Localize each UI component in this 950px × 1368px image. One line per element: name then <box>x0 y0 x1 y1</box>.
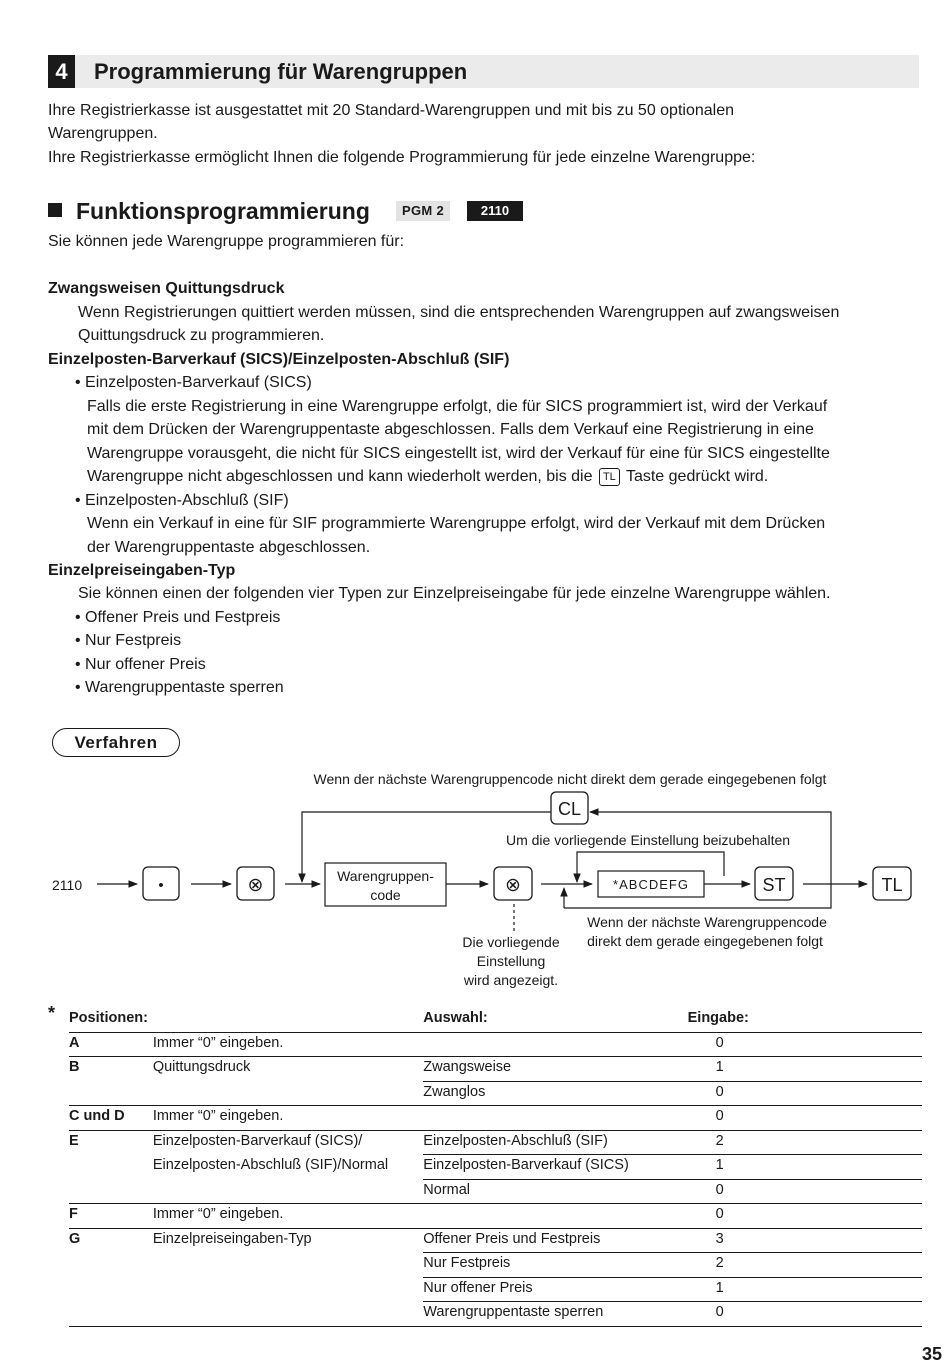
row-sel: Offener Preis und Festpreis <box>423 1228 687 1253</box>
block2-line-4a: Warengruppe nicht abgeschlossen und kann wiederholt werden, bis die <box>87 468 593 485</box>
block2-title: Einzelposten-Barverkauf (SICS)/Einzelposten-Abschluß (SIF) <box>48 351 510 368</box>
row-sel: Nur Festpreis <box>423 1253 687 1278</box>
block2-line-4 <box>87 465 768 489</box>
procedure-diagram <box>0 760 950 1000</box>
row-key: A <box>69 1032 153 1057</box>
multiply-key-1-label: ⊗ <box>247 875 264 896</box>
table-row <box>69 1204 922 1229</box>
header-positions: Positionen: <box>69 1007 423 1032</box>
block3-item-3: • Nur offener Preis <box>75 656 206 673</box>
table-row <box>69 1155 922 1180</box>
block3-item-1: • Offener Preis und Festpreis <box>75 609 281 626</box>
table-row <box>69 1253 922 1278</box>
subsection-heading <box>48 196 370 226</box>
note-next-line-1: Wenn der nächste Warengruppencode <box>587 914 827 930</box>
block2-line-2: mit dem Drücken der Warengruppentaste abgeschlossen. Falls dem Verkauf eine Registrierung in eine <box>87 421 814 438</box>
block3-title: Einzelpreiseingaben-Typ <box>48 562 236 579</box>
tl-key-label: TL <box>881 875 903 895</box>
note-top: Wenn der nächste Warengruppencode nicht direkt dem gerade eingegebenen folgt <box>313 771 827 787</box>
table-row <box>69 1032 922 1057</box>
row-key <box>69 1253 153 1278</box>
group-code-box-line-2: code <box>370 887 401 903</box>
row-desc: Einzelposten-Barverkauf (SICS)/ <box>153 1130 423 1155</box>
block2-line-6: der Warengruppentaste abgeschlossen. <box>87 539 371 556</box>
multiply-key-2-label: ⊗ <box>505 875 521 896</box>
block2-line-4b: Taste gedrückt wird. <box>625 468 769 485</box>
row-val: 0 <box>688 1204 922 1229</box>
row-key: F <box>69 1204 153 1229</box>
block3-line-1: Sie können einen der folgenden vier Typen zur Einzelpreiseingabe für jede einzelne Warengruppe wählen. <box>78 585 831 602</box>
row-sel: Einzelposten-Barverkauf (SICS) <box>423 1155 687 1180</box>
row-key <box>69 1081 153 1106</box>
table-header-row <box>69 1007 922 1032</box>
row-val: 0 <box>688 1302 922 1327</box>
row-sel <box>423 1106 687 1131</box>
note-shown-line-2: Einstellung <box>476 953 546 969</box>
row-key: G <box>69 1228 153 1253</box>
note-next-line-2: direkt dem gerade eingegebenen folgt <box>587 933 823 949</box>
asterisk-marker: * <box>48 1003 56 1023</box>
row-sel: Zwanglos <box>423 1081 687 1106</box>
table-row <box>69 1130 922 1155</box>
tl-key-inline: TL <box>599 468 620 486</box>
row-sel: Einzelposten-Abschluß (SIF) <box>423 1130 687 1155</box>
st-key-label: ST <box>762 875 786 895</box>
abcdefg-label: *ABCDEFG <box>613 877 689 892</box>
table-row <box>69 1277 922 1302</box>
dot-key-label: • <box>158 877 164 894</box>
subsection-title: Funktionsprogrammierung <box>76 198 370 224</box>
intro-line-2: Warengruppen. <box>48 125 158 142</box>
block1-line-2: Quittungsdruck zu programmieren. <box>78 327 325 344</box>
row-key <box>69 1155 153 1180</box>
row-key: E <box>69 1130 153 1155</box>
row-key <box>69 1302 153 1327</box>
cl-key-label: CL <box>557 799 582 819</box>
table-row <box>69 1057 922 1082</box>
row-desc: Immer “0” eingeben. <box>153 1106 423 1131</box>
table-row <box>69 1179 922 1204</box>
block3-item-4: • Warengruppentaste sperren <box>75 679 284 696</box>
intro-line-3: Ihre Registrierkasse ermöglicht Ihnen die folgende Programmierung für jede einzelne Warengruppe: <box>48 149 756 166</box>
section-title: Programmierung für Warengruppen <box>94 59 468 84</box>
row-val: 0 <box>688 1032 922 1057</box>
table-row <box>69 1106 922 1131</box>
row-key: B <box>69 1057 153 1082</box>
row-val: 1 <box>688 1155 922 1180</box>
note-shown-line-3: wird angezeigt. <box>463 972 559 988</box>
square-bullet-icon <box>48 203 62 217</box>
row-desc: Quittungsdruck <box>153 1057 423 1082</box>
row-val: 0 <box>688 1179 922 1204</box>
row-desc <box>153 1302 423 1327</box>
block1-line-1: Wenn Registrierungen quittiert werden müssen, sind die entsprechenden Warengruppen auf zwangsweisen <box>78 304 840 321</box>
block1-title: Zwangsweisen Quittungsdruck <box>48 280 285 297</box>
row-sel <box>423 1032 687 1057</box>
procedure-label: Verfahren <box>52 728 180 757</box>
row-desc: Einzelpreiseingaben-Typ <box>153 1228 423 1253</box>
row-val: 2 <box>688 1253 922 1278</box>
row-sel: Warengruppentaste sperren <box>423 1302 687 1327</box>
row-val: 0 <box>688 1106 922 1131</box>
row-desc <box>153 1253 423 1278</box>
row-val: 3 <box>688 1228 922 1253</box>
row-key <box>69 1277 153 1302</box>
lead-text: Sie können jede Warengruppe programmieren für: <box>48 233 405 250</box>
code-badge: 2110 <box>467 201 523 221</box>
block2-line-3: Warengruppe vorausgeht, die nicht für SICS eingestellt ist, wird der Verkauf für eine für SICS eingestellte <box>87 445 830 462</box>
row-val: 2 <box>688 1130 922 1155</box>
block2-line-5: Wenn ein Verkauf in eine für SIF programmierte Warengruppe erfolgt, wird der Verkauf mit dem Drücken <box>87 515 826 532</box>
row-key: C und D <box>69 1106 153 1131</box>
row-desc <box>153 1179 423 1204</box>
intro-line-1: Ihre Registrierkasse ist ausgestattet mit 20 Standard-Warengruppen und mit bis zu 50 optionalen <box>48 102 734 119</box>
table-row <box>69 1228 922 1253</box>
header-selection: Auswahl: <box>423 1007 687 1032</box>
row-sel: Normal <box>423 1179 687 1204</box>
row-desc: Immer “0” eingeben. <box>153 1204 423 1229</box>
row-desc: Einzelposten-Abschluß (SIF)/Normal <box>152 1156 389 1173</box>
row-sel: Zwangsweise <box>423 1057 687 1082</box>
block2-line-1: Falls die erste Registrierung in eine Warengruppe erfolgt, die für SICS programmiert ist, wird der Verkauf <box>87 398 828 415</box>
row-key <box>69 1179 153 1204</box>
page-number: 35 <box>922 1344 943 1364</box>
positions-table <box>69 1007 922 1327</box>
row-val: 1 <box>688 1057 922 1082</box>
block2-bullet-1: • Einzelposten-Barverkauf (SICS) <box>75 374 312 391</box>
row-desc <box>153 1081 423 1106</box>
note-shown-line-1: Die vorliegende <box>462 934 560 950</box>
block3-item-2: • Nur Festpreis <box>75 632 182 649</box>
row-val: 0 <box>688 1081 922 1106</box>
table-row <box>69 1302 922 1327</box>
group-code-box-line-1: Warengruppen- <box>337 868 434 884</box>
header-input: Eingabe: <box>688 1007 922 1032</box>
row-sel <box>423 1204 687 1229</box>
section-number: 4 <box>48 55 75 88</box>
row-sel: Nur offener Preis <box>423 1277 687 1302</box>
start-code: 2110 <box>52 877 83 893</box>
row-desc: Immer “0” eingeben. <box>153 1032 423 1057</box>
row-val: 1 <box>688 1277 922 1302</box>
note-keep: Um die vorliegende Einstellung beizubehalten <box>505 832 791 848</box>
table-row <box>69 1081 922 1106</box>
pgm-badge: PGM 2 <box>396 201 450 221</box>
block2-bullet-2: • Einzelposten-Abschluß (SIF) <box>75 492 289 509</box>
row-desc <box>153 1277 423 1302</box>
